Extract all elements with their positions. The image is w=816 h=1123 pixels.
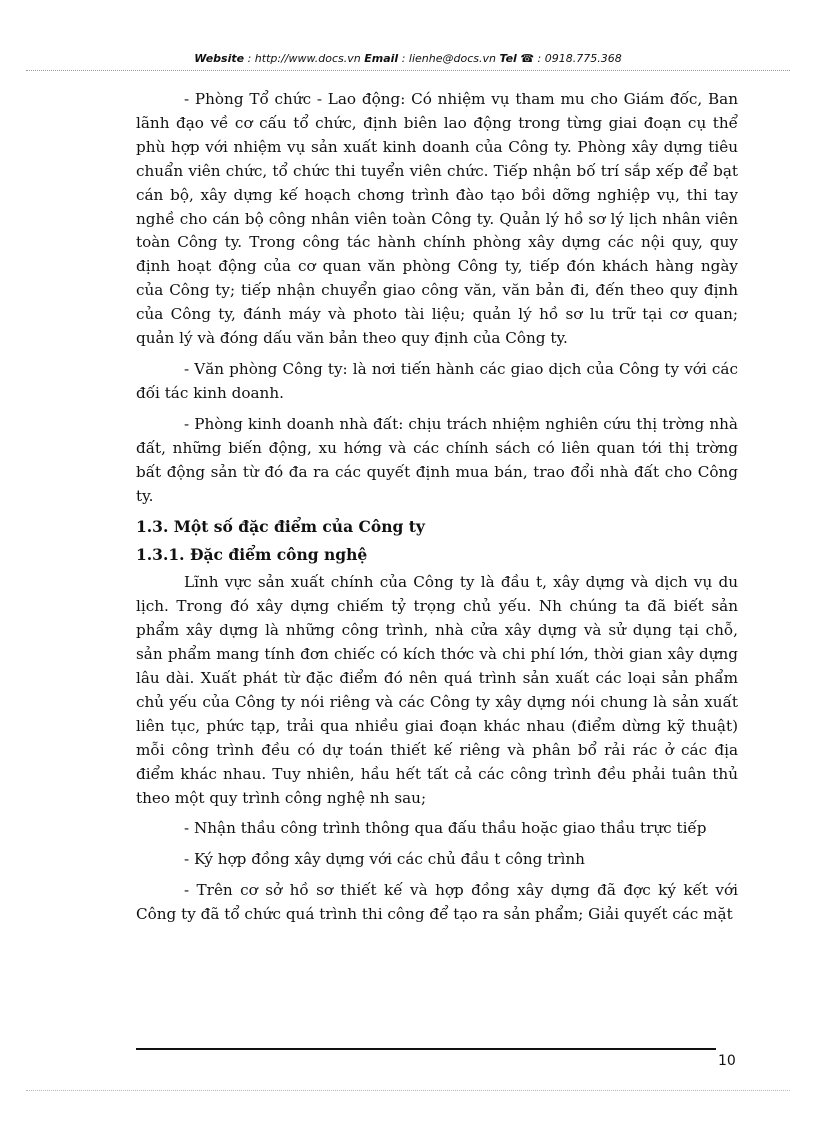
email-value: : lienhe@docs.vn [398, 52, 500, 65]
header-divider [26, 70, 790, 71]
page-edge-divider [26, 1090, 790, 1091]
paragraph-technology: Lĩnh vực sản xuất chính của Công ty là đầu t, xây dựng và dịch vụ du lịch. Trong đó xây dựng chiếm tỷ trọng chủ yếu. Nh chúng ta đã biết sản phẩm xây dựng là những công trình, nhà cửa xây dựng và sử dụng tại chỗ, sản phẩm mang tính đơn chiếc có kích thớc và chi phí lớn, thời gian xây dựng lâu dài. Xuất phát từ đặc điểm đó nên quá trình sản xuất các loại sản phẩm chủ yếu của Công ty nói riêng và các Công ty xây dựng nói chung là sản xuất liên tục, phức tạp, trải qua nhiều giai đoạn khác nhau (điểm dừng kỹ thuật) mỗi công trình đều có dự toán thiết kế riêng và phân bổ rải rác ở các địa điểm khác nhau. Tuy nhiên, hầu hết tất cả các công trình đều phải tuân thủ theo một quy trình công nghệ nh sau; [136, 573, 738, 807]
paragraph-step-3: - Trên cơ sở hồ sơ thiết kế và hợp đồng xây dựng đã đợc ký kết với Công ty đã tổ chức quá trình thi công để tạo ra sản phẩm; Giải quyết các mặt [136, 881, 738, 924]
paragraph-real-estate-dept: - Phòng kinh doanh nhà đất: chịu trách nhiệm nghiên cứu thị trờng nhà đất, những biến động, xu hớng và các chính sách có liên quan tới thị trờng bất động sản từ đó đa ra các quyết định mua bán, trao đổi nhà đất cho Công ty. [136, 414, 738, 505]
section-heading-1-3-1: 1.3.1. Đặc điểm công nghệ [136, 545, 368, 565]
section-heading-1-3: 1.3. Một số đặc điểm của Công ty [136, 517, 425, 537]
footer-divider [136, 1048, 716, 1050]
phone-icon: ☎ [520, 52, 535, 65]
document-body [136, 88, 738, 934]
paragraph-office: - Văn phòng Công ty: là nơi tiến hành các giao dịch của Công ty với các đối tác kinh doanh. [136, 359, 738, 402]
paragraph-step-1: - Nhận thầu công trình thông qua đấu thầu hoặc giao thầu trực tiếp [184, 819, 707, 838]
page-number: 10 [718, 1053, 736, 1069]
website-value: : http://www.docs.vn [244, 52, 365, 65]
website-label: Website [194, 52, 245, 65]
page-header [26, 52, 790, 65]
paragraph-personnel-dept: - Phòng Tổ chức - Lao động: Có nhiệm vụ tham mu cho Giám đốc, Ban lãnh đạo về cơ cấu tổ chức, định biên lao động trong từng giai đoạn cụ thể phù hợp với nhiệm vụ sản xuất kinh doanh của Công ty. Phòng xây dựng tiêu chuẩn viên chức, tổ chức thi tuyển viên chức. Tiếp nhận bố trí sắp xếp để bạt cán bộ, xây dựng kế hoạch chơng trình đào tạo bồi dỡng nghiệp vụ, thi tay nghề cho cán bộ công nhân viên toàn Công ty. Quản lý hồ sơ lý lịch nhân viên toàn Công ty. Trong công tác hành chính phòng xây dựng các nội quy, quy định hoạt động của cơ quan văn phòng Công ty, tiếp đón khách hàng ngày của Công ty; tiếp nhận chuyển giao công văn, văn bản đi, đến theo quy định của Công ty, đánh máy và photo tài liệu; quản lý hồ sơ lu trữ tại cơ quan; quản lý và đóng dấu văn bản theo quy định của Công ty. [136, 90, 738, 348]
paragraph-step-2: - Ký hợp đồng xây dựng với các chủ đầu t công trình [184, 850, 585, 869]
tel-value: : 0918.775.368 [534, 52, 622, 65]
email-label: Email [364, 52, 399, 65]
tel-label: Tel [499, 52, 517, 65]
